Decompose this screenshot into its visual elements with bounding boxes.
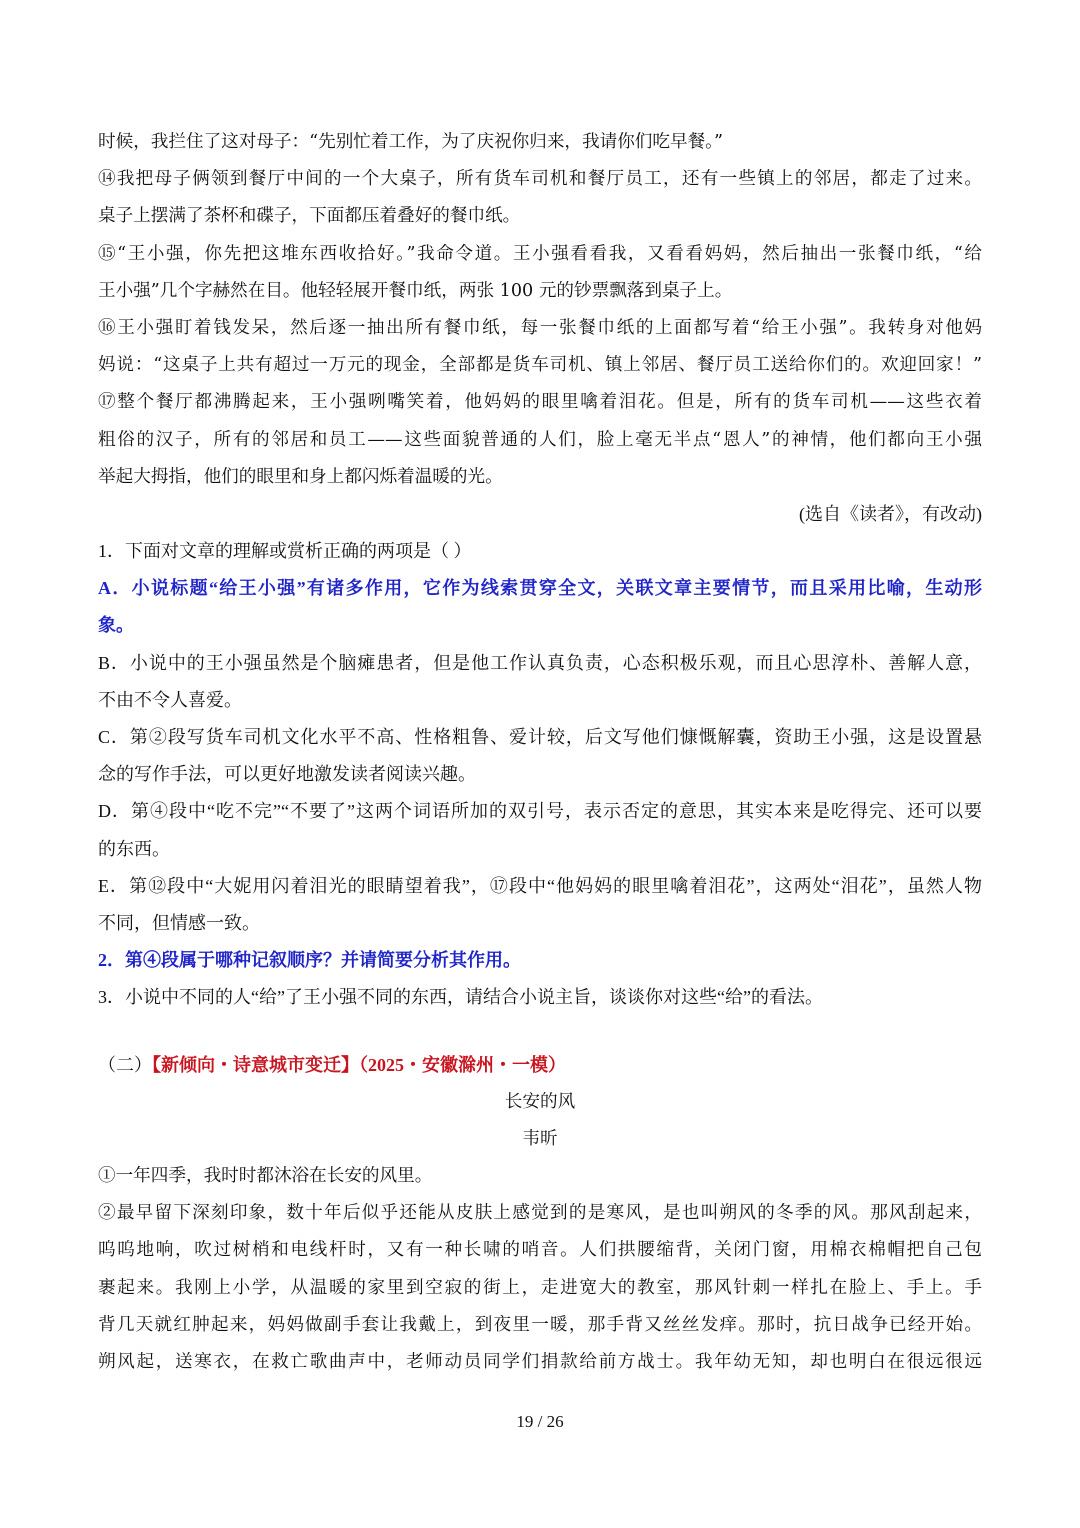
story-line: ⑯王小强盯着钱发呆，然后逐一抽出所有餐巾纸，每一张餐巾纸的上面都写着“给王小强”。我转身对他妈 xyxy=(98,317,982,338)
option-d-line: D．第④段中“吃不完”“不要了”这两个词语所加的双引号，表示否定的意思，其实本来是吃得完、还可以要 xyxy=(98,801,982,822)
essay-title: 长安的风 xyxy=(504,1091,576,1112)
story-line: 举起大拇指，他们的眼里和身上都闪烁着温暖的光。 xyxy=(98,466,503,487)
option-c-line: 念的写作手法，可以更好地激发读者阅读兴趣。 xyxy=(98,764,476,785)
option-a-line: A．小说标题“给王小强”有诸多作用，它作为线索贯穿全文，关联文章主要情节，而且采用比喻，生动形 xyxy=(98,578,982,599)
section-2-heading xyxy=(98,1047,982,1084)
option-b-line: 不由不令人喜爱。 xyxy=(98,689,242,710)
story-line: ⑭我把母子俩领到餐厅中间的一个大桌子，所有货车司机和餐厅员工，还有一些镇上的邻居，都走了过来。 xyxy=(98,169,982,190)
section-gap xyxy=(98,1017,982,1047)
story-line: 妈说：“这桌子上共有超过一万元的现金，全部都是货车司机、镇上邻居、餐厅员工送给你们的。欢迎回家！” xyxy=(98,355,982,376)
question-3: 3．小说中不同的人“给”了王小强不同的东西，请结合小说主旨，谈谈你对这些“给”的看法。 xyxy=(98,987,823,1008)
question-2: 2．第④段属于哪种记叙顺序？并请简要分析其作用。 xyxy=(98,950,521,971)
option-e-line: E．第⑫段中“大妮用闪着泪光的眼睛望着我”，⑰段中“他妈妈的眼里噙着泪花”，这两处“泪花”，虽然人物 xyxy=(98,875,982,896)
option-b-line: B．小说中的王小强虽然是个脑瘫患者，但是他工作认真负责，心态积极乐观，而且心思淳朴、善解人意， xyxy=(98,652,982,673)
section-2-tag: 【新倾向・诗意城市变迁】 xyxy=(152,1054,359,1075)
essay-line: ①一年四季，我时时都沐浴在长安的风里。 xyxy=(98,1166,433,1187)
option-a-line: 象。 xyxy=(98,615,134,636)
essay-line: 呜呜地响，吹过树梢和电线杆时，又有一种长啸的哨音。人们拱腰缩背，关闭门窗，用棉衣棉帽把自己包 xyxy=(98,1240,982,1261)
question-1-stem: 1．下面对文章的理解或赏析正确的两项是（ ） xyxy=(98,541,472,562)
page-content xyxy=(98,124,982,1381)
story-line: ⑮“王小强，你先把这堆东西收拾好。”我命令道。王小强看看我，又看看妈妈，然后抽出一张餐巾纸，“给 xyxy=(98,243,982,264)
section-2-source: （2025・安徽滁州・一模） xyxy=(359,1054,566,1075)
essay-author: 韦昕 xyxy=(522,1128,558,1149)
essay-line: ②最早留下深刻印象，数十年后似乎还能从皮肤上感觉到的是寒风，是也叫朔风的冬季的风。那风刮起来， xyxy=(98,1203,982,1224)
option-d-line: 的东西。 xyxy=(98,838,170,859)
story-line: 桌子上摆满了茶杯和碟子，下面都压着叠好的餐巾纸。 xyxy=(98,206,521,227)
option-c-line: C．第②段写货车司机文化水平不高、性格粗鲁、爱计较，后文写他们慷慨解囊，资助王小强，这是设置悬 xyxy=(98,727,982,747)
section-2-prefix: （二） xyxy=(98,1054,152,1075)
essay-line: 裹起来。我刚上小学，从温暖的家里到空寂的街上，走进宽大的教室，那风针刺一样扎在脸上、手上。手 xyxy=(98,1277,982,1298)
essay-line: 朔风起，送寒衣，在救亡歌曲声中，老师动员同学们捐款给前方战士。我年幼无知，却也明白在很远很远 xyxy=(98,1352,982,1372)
source-note: (选自《读者》，有改动) xyxy=(799,503,982,524)
option-e-line: 不同，但情感一致。 xyxy=(98,912,260,933)
story-line: 时候，我拦住了这对母子：“先别忙着工作，为了庆祝你归来，我请你们吃早餐。” xyxy=(98,132,723,152)
essay-line: 背几天就红肿起来，妈妈做副手套让我戴上，到夜里一暖，那手背又丝丝发痒。那时，抗日战争已经开始。 xyxy=(98,1314,982,1335)
page-number: 19 / 26 xyxy=(516,1412,564,1431)
story-line: 王小强”几个字赫然在目。他轻轻展开餐巾纸，两张 100 元的钞票飘落到桌子上。 xyxy=(98,280,733,301)
story-line: ⑰整个餐厅都沸腾起来，王小强咧嘴笑着，他妈妈的眼里噙着泪花。但是，所有的货车司机——这些衣着 xyxy=(98,392,982,413)
story-line: 粗俗的汉子，所有的邻居和员工——这些面貌普通的人们，脸上毫无半点“恩人”的神情，他们都向王小强 xyxy=(98,429,982,450)
